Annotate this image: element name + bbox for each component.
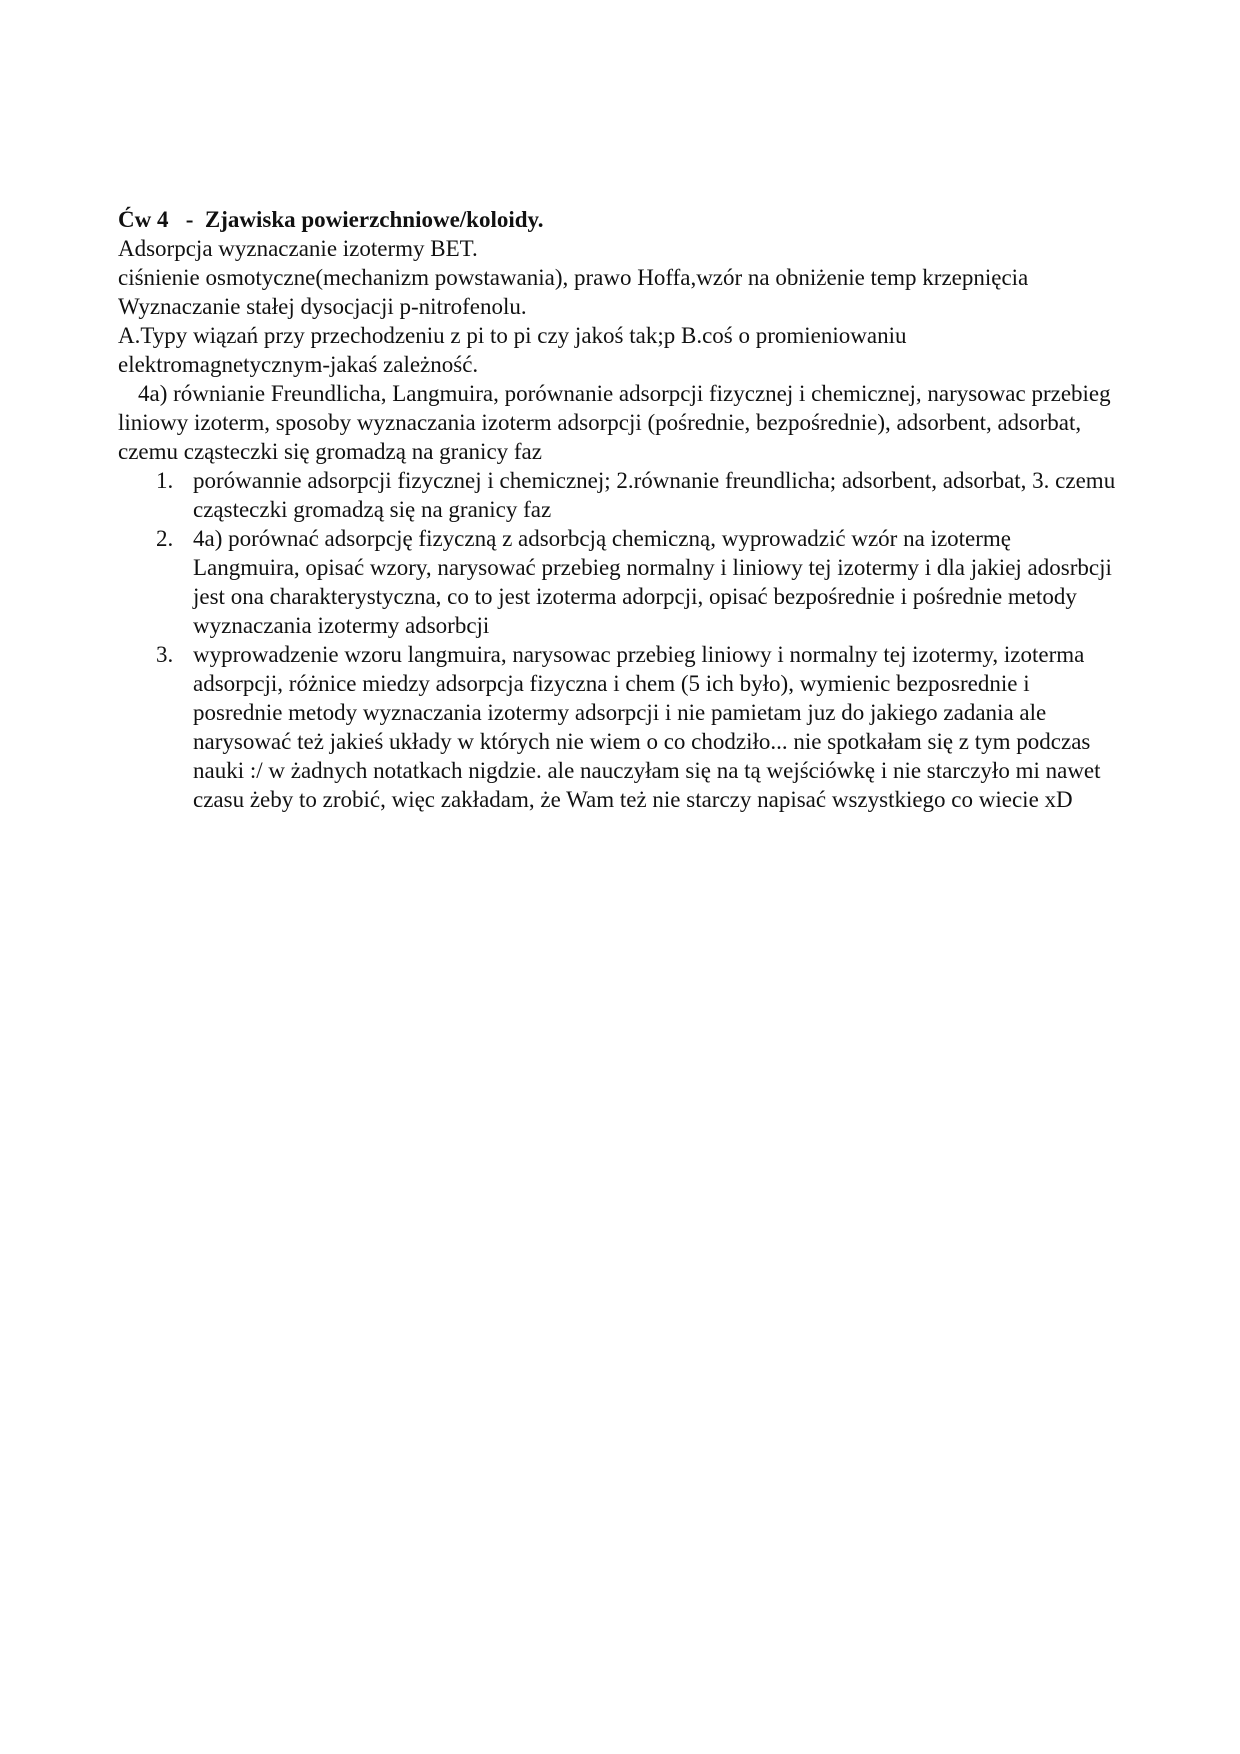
numbered-list bbox=[118, 466, 1118, 814]
text-line: Adsorpcja wyznaczanie izotermy BET. bbox=[118, 236, 478, 261]
document-body bbox=[118, 205, 1118, 814]
list-item bbox=[118, 640, 1118, 814]
text-line: Wyznaczanie stałej dysocjacji p-nitrofenolu. bbox=[118, 294, 527, 319]
paragraph-4a: 4a) równianie Freundlicha, Langmuira, porównanie adsorpcji fizycznej i chemicznej, narysowac przebieg liniowy izoterm, sposoby wyznaczania izoterm adsorpcji (pośrednie, bezpośrednie), adsorbent, adsorbat, czemu cząsteczki się gromadzą na granicy faz bbox=[118, 381, 1111, 464]
text-line: elektromagnetycznym-jakaś zależność. bbox=[118, 352, 479, 377]
document-title: Ćw 4 - Zjawiska powierzchniowe/koloidy. bbox=[118, 207, 544, 232]
list-item-text: porówannie adsorpcji fizycznej i chemicznej; 2.równanie freundlicha; adsorbent, adsorbat, 3. czemu cząsteczki gromadzą się na granicy faz bbox=[193, 468, 1116, 522]
list-item-number: 1. bbox=[156, 468, 174, 493]
list-item-number: 3. bbox=[156, 642, 174, 667]
list-item-text: wyprowadzenie wzoru langmuira, narysowac przebieg liniowy i normalny tej izotermy, izoterma adsorpcji, różnice miedzy adsorpcja fizyczna i chem (5 ich było), wymienic bezposrednie i posrednie metody wyznaczania izotermy adsorpcji i nie pamietam juz do jakiego zadania ale narysować też jakieś układy w których nie wiem o co chodziło... nie spotkałam się z tym podczas nauki :/ w żadnych notatkach nigdzie. ale nauczyłam się na tą wejściówkę i nie starczyło mi nawet czasu żeby to zrobić, więc zakładam, że Wam też nie starczy napisać wszystkiego co wiecie xD bbox=[193, 642, 1101, 812]
list-item bbox=[118, 524, 1118, 640]
list-item bbox=[118, 466, 1118, 524]
list-item-number: 2. bbox=[156, 526, 174, 551]
text-line: A.Typy wiązań przy przechodzeniu z pi to pi czy jakoś tak;p B.coś o promieniowaniu bbox=[118, 323, 907, 348]
list-item-text: 4a) porównać adsorpcję fizyczną z adsorbcją chemiczną, wyprowadzić wzór na izotermę Langmuira, opisać wzory, narysować przebieg normalny i liniowy tej izotermy i dla jakiej adosrbcji jest ona charakterystyczna, co to jest izoterma adorpcji, opisać bezpośrednie i pośrednie metody wyznaczania izotermy adsorbcji bbox=[193, 526, 1112, 638]
text-line: ciśnienie osmotyczne(mechanizm powstawania), prawo Hoffa,wzór na obniżenie temp krzepnięcia bbox=[118, 265, 1029, 290]
